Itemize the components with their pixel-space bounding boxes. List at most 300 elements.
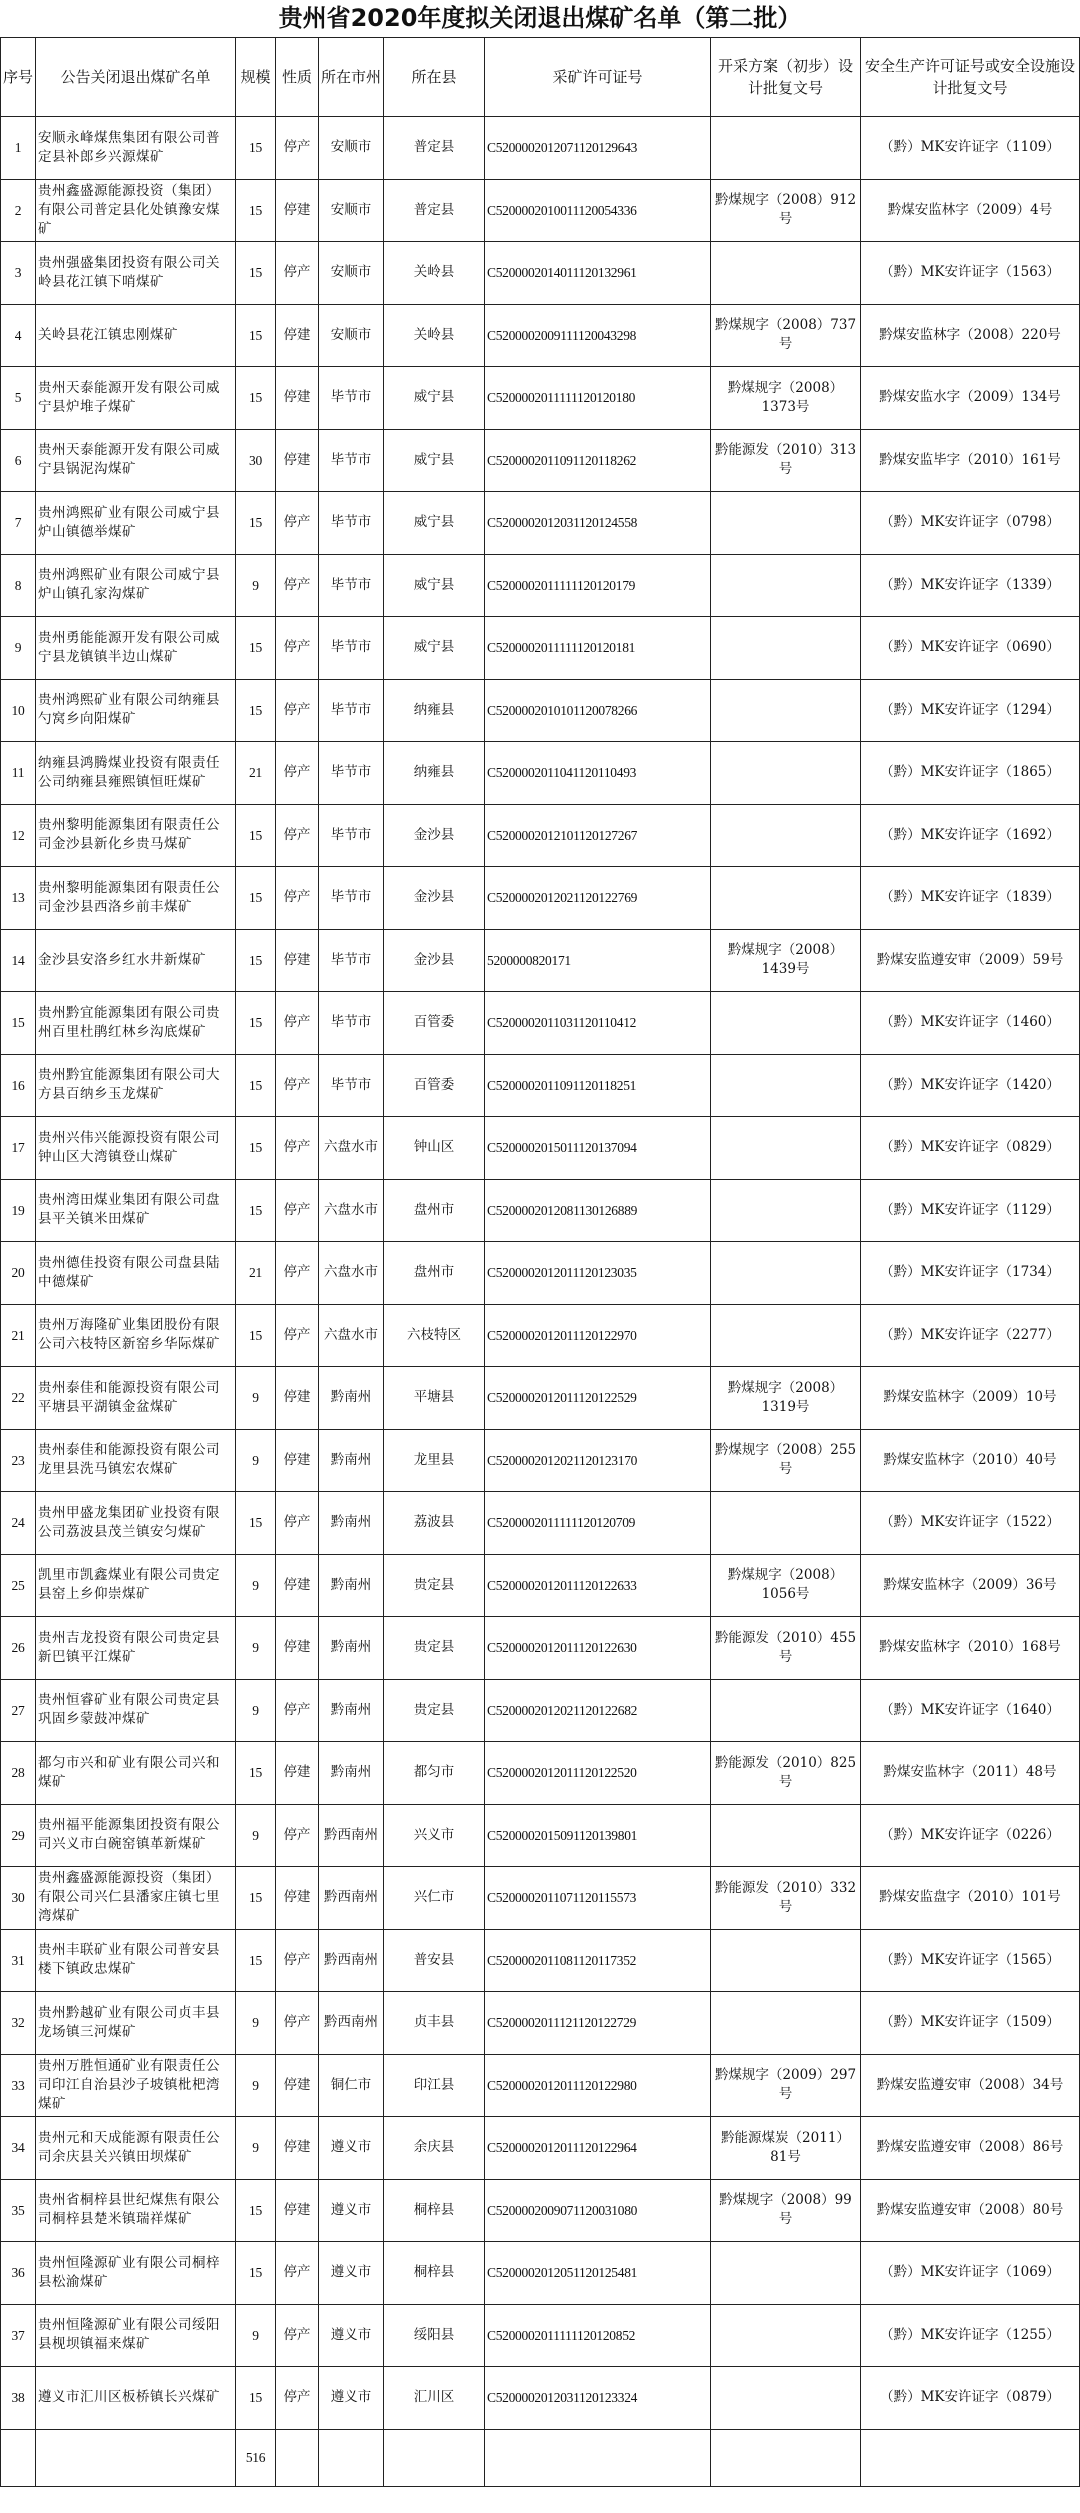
county: 盘州市	[384, 1179, 485, 1242]
status: 停建	[276, 1617, 319, 1680]
row-no: 21	[1, 1304, 36, 1367]
safety-permit-no: （黔）MK安许证字（1460）	[861, 992, 1080, 1055]
mining-license-no: C5200002011031120110412	[485, 992, 711, 1055]
status: 停产	[276, 992, 319, 1055]
city: 安顺市	[319, 304, 384, 367]
mine-name: 贵州恒隆源矿业有限公司绥阳县枧坝镇福来煤矿	[36, 2304, 236, 2367]
design-approval-no	[711, 679, 861, 742]
safety-permit-no: （黔）MK安许证字（0879）	[861, 2367, 1080, 2430]
scale: 9	[236, 1679, 276, 1742]
scale: 15	[236, 304, 276, 367]
scale: 9	[236, 1992, 276, 2055]
mining-license-no: C5200002012011120122520	[485, 1742, 711, 1805]
scale: 9	[236, 2054, 276, 2117]
table-body	[1, 117, 1080, 2487]
row-no: 2	[1, 179, 36, 242]
safety-permit-no: （黔）MK安许证字（1565）	[861, 1929, 1080, 1992]
table-row	[1, 679, 1080, 742]
safety-permit-no: （黔）MK安许证字（1129）	[861, 1179, 1080, 1242]
design-approval-no	[711, 804, 861, 867]
safety-permit-no: 黔煤安监林字（2009）10号	[861, 1367, 1080, 1430]
status: 停建	[276, 929, 319, 992]
mine-name: 贵州泰佳和能源投资有限公司平塘县平湖镇金盆煤矿	[36, 1367, 236, 1430]
mine-name: 贵州省桐梓县世纪煤焦有限公司桐梓县楚米镇瑞祥煤矿	[36, 2179, 236, 2242]
table-row	[1, 1054, 1080, 1117]
total-design	[711, 2429, 861, 2486]
safety-permit-no: 黔煤安监林字（2009）4号	[861, 179, 1080, 242]
design-approval-no: 黔煤规字（2008）1319号	[711, 1367, 861, 1430]
status: 停建	[276, 1429, 319, 1492]
scale: 15	[236, 1054, 276, 1117]
scale: 15	[236, 492, 276, 555]
county: 盘州市	[384, 1242, 485, 1305]
safety-permit-no: （黔）MK安许证字（1563）	[861, 242, 1080, 305]
table-row	[1, 1554, 1080, 1617]
mine-name: 贵州福平能源集团投资有限公司兴义市白碗窑镇革新煤矿	[36, 1804, 236, 1867]
status: 停产	[276, 1804, 319, 1867]
city: 安顺市	[319, 242, 384, 305]
status: 停建	[276, 1554, 319, 1617]
row-no: 8	[1, 554, 36, 617]
col-header-scale: 规模	[236, 38, 276, 117]
design-approval-no: 黔煤规字（2009）297号	[711, 2054, 861, 2117]
table-row	[1, 1679, 1080, 1742]
total-no	[1, 2429, 36, 2486]
table-row	[1, 742, 1080, 805]
county: 印江县	[384, 2054, 485, 2117]
county: 钟山区	[384, 1117, 485, 1180]
status: 停产	[276, 1679, 319, 1742]
status: 停建	[276, 2117, 319, 2180]
design-approval-no	[711, 742, 861, 805]
col-header-name: 公告关闭退出煤矿名单	[36, 38, 236, 117]
status: 停建	[276, 2054, 319, 2117]
row-no: 3	[1, 242, 36, 305]
scale: 15	[236, 179, 276, 242]
city: 毕节市	[319, 804, 384, 867]
safety-permit-no: （黔）MK安许证字（1692）	[861, 804, 1080, 867]
mining-license-no: C5200002015091120139801	[485, 1804, 711, 1867]
county: 龙里县	[384, 1429, 485, 1492]
table-row	[1, 1929, 1080, 1992]
status: 停产	[276, 867, 319, 930]
county: 桐梓县	[384, 2179, 485, 2242]
city: 毕节市	[319, 492, 384, 555]
table-row	[1, 2117, 1080, 2180]
mine-name: 金沙县安洛乡红水井新煤矿	[36, 929, 236, 992]
mining-license-no: C5200002011121120122729	[485, 1992, 711, 2055]
city: 六盘水市	[319, 1304, 384, 1367]
mining-license-no: C5200002012011120122964	[485, 2117, 711, 2180]
table-row	[1, 492, 1080, 555]
status: 停建	[276, 2179, 319, 2242]
county: 平塘县	[384, 1367, 485, 1430]
status: 停产	[276, 1492, 319, 1555]
status: 停产	[276, 1179, 319, 1242]
scale: 15	[236, 2367, 276, 2430]
county: 金沙县	[384, 867, 485, 930]
status: 停产	[276, 1117, 319, 1180]
table-row	[1, 617, 1080, 680]
scale: 15	[236, 242, 276, 305]
county: 汇川区	[384, 2367, 485, 2430]
design-approval-no	[711, 1492, 861, 1555]
city: 毕节市	[319, 929, 384, 992]
status: 停产	[276, 242, 319, 305]
county: 贵定县	[384, 1679, 485, 1742]
mine-name: 贵州恒隆源矿业有限公司桐梓县松渝煤矿	[36, 2242, 236, 2305]
table-row	[1, 1617, 1080, 1680]
col-header-design: 开采方案（初步）设计批复文号	[711, 38, 861, 117]
mine-name: 贵州黎明能源集团有限责任公司金沙县西洛乡前丰煤矿	[36, 867, 236, 930]
status: 停产	[276, 1992, 319, 2055]
design-approval-no: 黔煤规字（2008）1373号	[711, 367, 861, 430]
city: 毕节市	[319, 1054, 384, 1117]
design-approval-no	[711, 492, 861, 555]
mine-name: 贵州勇能能源开发有限公司威宁县龙镇镇半边山煤矿	[36, 617, 236, 680]
city: 黔南州	[319, 1679, 384, 1742]
status: 停产	[276, 679, 319, 742]
county: 贵定县	[384, 1554, 485, 1617]
safety-permit-no: 黔煤安监林字（2010）168号	[861, 1617, 1080, 1680]
mine-name: 贵州鸿熙矿业有限公司纳雍县勺窝乡向阳煤矿	[36, 679, 236, 742]
city: 遵义市	[319, 2179, 384, 2242]
row-no: 13	[1, 867, 36, 930]
mining-license-no: C5200002010101120078266	[485, 679, 711, 742]
scale: 9	[236, 554, 276, 617]
design-approval-no	[711, 2242, 861, 2305]
city: 黔西南州	[319, 1804, 384, 1867]
county: 兴义市	[384, 1804, 485, 1867]
county: 都匀市	[384, 1742, 485, 1805]
city: 毕节市	[319, 367, 384, 430]
table-row	[1, 179, 1080, 242]
city: 黔南州	[319, 1367, 384, 1430]
county: 普定县	[384, 117, 485, 180]
status: 停产	[276, 2304, 319, 2367]
table-row	[1, 2054, 1080, 2117]
table-row	[1, 304, 1080, 367]
table-row	[1, 2179, 1080, 2242]
safety-permit-no: 黔煤安监林字（2008）220号	[861, 304, 1080, 367]
safety-permit-no: （黔）MK安许证字（1865）	[861, 742, 1080, 805]
mine-name: 贵州泰佳和能源投资有限公司龙里县洗马镇宏农煤矿	[36, 1429, 236, 1492]
scale: 9	[236, 1554, 276, 1617]
city: 六盘水市	[319, 1117, 384, 1180]
design-approval-no: 黔能源煤炭（2011）81号	[711, 2117, 861, 2180]
scale: 15	[236, 867, 276, 930]
mine-name: 贵州黔宜能源集团有限公司大方县百纳乡玉龙煤矿	[36, 1054, 236, 1117]
mining-license-no: C5200002012071120129643	[485, 117, 711, 180]
design-approval-no	[711, 1179, 861, 1242]
city: 毕节市	[319, 429, 384, 492]
col-header-no: 序号	[1, 38, 36, 117]
city: 铜仁市	[319, 2054, 384, 2117]
row-no: 7	[1, 492, 36, 555]
safety-permit-no: （黔）MK安许证字（1640）	[861, 1679, 1080, 1742]
mine-name: 贵州天泰能源开发有限公司威宁县炉堆子煤矿	[36, 367, 236, 430]
city: 安顺市	[319, 117, 384, 180]
mine-name: 贵州黔越矿业有限公司贞丰县龙场镇三河煤矿	[36, 1992, 236, 2055]
table-row	[1, 929, 1080, 992]
mining-license-no: C5200002015011120137094	[485, 1117, 711, 1180]
col-header-status: 性质	[276, 38, 319, 117]
mining-license-no: C5200002012031120124558	[485, 492, 711, 555]
county: 百管委	[384, 1054, 485, 1117]
safety-permit-no: 黔煤安监林字（2011）48号	[861, 1742, 1080, 1805]
safety-permit-no: 黔煤安监林字（2010）40号	[861, 1429, 1080, 1492]
county: 贵定县	[384, 1617, 485, 1680]
status: 停产	[276, 742, 319, 805]
county: 关岭县	[384, 242, 485, 305]
design-approval-no: 黔煤规字（2008）1056号	[711, 1554, 861, 1617]
table-row	[1, 242, 1080, 305]
mine-name: 贵州鸿熙矿业有限公司威宁县炉山镇孔家沟煤矿	[36, 554, 236, 617]
row-no: 24	[1, 1492, 36, 1555]
table-row	[1, 1367, 1080, 1430]
city: 毕节市	[319, 679, 384, 742]
scale: 15	[236, 1304, 276, 1367]
county: 威宁县	[384, 617, 485, 680]
city: 黔南州	[319, 1617, 384, 1680]
table-row	[1, 1117, 1080, 1180]
county: 百管委	[384, 992, 485, 1055]
city: 黔南州	[319, 1492, 384, 1555]
mining-license-no: C5200002012021120122769	[485, 867, 711, 930]
status: 停建	[276, 1742, 319, 1805]
county: 绥阳县	[384, 2304, 485, 2367]
row-no: 10	[1, 679, 36, 742]
status: 停产	[276, 1929, 319, 1992]
table-row	[1, 1867, 1080, 1930]
design-approval-no	[711, 1679, 861, 1742]
row-no: 19	[1, 1179, 36, 1242]
status: 停产	[276, 117, 319, 180]
county: 贞丰县	[384, 1992, 485, 2055]
city: 黔南州	[319, 1554, 384, 1617]
scale: 15	[236, 2242, 276, 2305]
mine-name: 都匀市兴和矿业有限公司兴和煤矿	[36, 1742, 236, 1805]
city: 毕节市	[319, 554, 384, 617]
row-no: 15	[1, 992, 36, 1055]
design-approval-no: 黔煤规字（2008）1439号	[711, 929, 861, 992]
mine-name: 贵州吉龙投资有限公司贵定县新巴镇平江煤矿	[36, 1617, 236, 1680]
row-no: 38	[1, 2367, 36, 2430]
county: 兴仁市	[384, 1867, 485, 1930]
design-approval-no	[711, 1929, 861, 1992]
county: 威宁县	[384, 554, 485, 617]
mining-license-no: C5200002011081120117352	[485, 1929, 711, 1992]
scale: 15	[236, 1929, 276, 1992]
scale: 21	[236, 1242, 276, 1305]
mining-license-no: C5200002012021120123170	[485, 1429, 711, 1492]
city: 六盘水市	[319, 1179, 384, 1242]
row-no: 23	[1, 1429, 36, 1492]
row-no: 5	[1, 367, 36, 430]
city: 毕节市	[319, 742, 384, 805]
mine-name: 遵义市汇川区板桥镇长兴煤矿	[36, 2367, 236, 2430]
city: 遵义市	[319, 2304, 384, 2367]
design-approval-no: 黔煤规字（2008）737号	[711, 304, 861, 367]
table-row	[1, 867, 1080, 930]
row-no: 12	[1, 804, 36, 867]
mine-name: 贵州恒睿矿业有限公司贵定县巩固乡蒙鼓冲煤矿	[36, 1679, 236, 1742]
mining-license-no: C5200002011111120120179	[485, 554, 711, 617]
safety-permit-no: （黔）MK安许证字（0690）	[861, 617, 1080, 680]
table-row	[1, 2367, 1080, 2430]
status: 停产	[276, 2242, 319, 2305]
table-row	[1, 1304, 1080, 1367]
scale: 21	[236, 742, 276, 805]
status: 停建	[276, 179, 319, 242]
mining-license-no: C5200002011111120120180	[485, 367, 711, 430]
safety-permit-no: （黔）MK安许证字（1522）	[861, 1492, 1080, 1555]
mining-license-no: C5200002011111120120852	[485, 2304, 711, 2367]
mine-name: 贵州鑫盛源能源投资（集团）有限公司兴仁县潘家庄镇七里湾煤矿	[36, 1867, 236, 1930]
design-approval-no	[711, 1117, 861, 1180]
table-row	[1, 1742, 1080, 1805]
mining-license-no: C5200002009071120031080	[485, 2179, 711, 2242]
table-row	[1, 1492, 1080, 1555]
design-approval-no	[711, 2367, 861, 2430]
mine-name: 贵州湾田煤业集团有限公司盘县平关镇米田煤矿	[36, 1179, 236, 1242]
design-approval-no	[711, 1304, 861, 1367]
status: 停产	[276, 617, 319, 680]
row-no: 37	[1, 2304, 36, 2367]
design-approval-no	[711, 117, 861, 180]
scale: 9	[236, 1367, 276, 1430]
city: 毕节市	[319, 867, 384, 930]
safety-permit-no: （黔）MK安许证字（0226）	[861, 1804, 1080, 1867]
col-header-license: 采矿许可证号	[485, 38, 711, 117]
mine-name: 贵州天泰能源开发有限公司威宁县锅泥沟煤矿	[36, 429, 236, 492]
design-approval-no	[711, 554, 861, 617]
mine-name: 贵州丰联矿业有限公司普安县楼下镇政忠煤矿	[36, 1929, 236, 1992]
document-title: 贵州省2020年度拟关闭退出煤矿名单（第二批）	[278, 4, 802, 32]
status: 停建	[276, 1367, 319, 1430]
design-approval-no: 黔能源发（2010）455号	[711, 1617, 861, 1680]
safety-permit-no: （黔）MK安许证字（2277）	[861, 1304, 1080, 1367]
table-row	[1, 804, 1080, 867]
row-no: 36	[1, 2242, 36, 2305]
scale: 15	[236, 1492, 276, 1555]
design-approval-no: 黔煤规字（2008）255号	[711, 1429, 861, 1492]
city: 黔南州	[319, 1742, 384, 1805]
county: 威宁县	[384, 367, 485, 430]
status: 停建	[276, 1867, 319, 1930]
county: 桐梓县	[384, 2242, 485, 2305]
safety-permit-no: （黔）MK安许证字（0798）	[861, 492, 1080, 555]
row-no: 17	[1, 1117, 36, 1180]
mine-name: 贵州强盛集团投资有限公司关岭县花江镇下哨煤矿	[36, 242, 236, 305]
safety-permit-no: （黔）MK安许证字（1420）	[861, 1054, 1080, 1117]
county: 金沙县	[384, 929, 485, 992]
row-no: 28	[1, 1742, 36, 1805]
status: 停产	[276, 2367, 319, 2430]
table-row	[1, 992, 1080, 1055]
row-no: 14	[1, 929, 36, 992]
safety-permit-no: （黔）MK安许证字（0829）	[861, 1117, 1080, 1180]
county: 威宁县	[384, 429, 485, 492]
row-no: 16	[1, 1054, 36, 1117]
city: 毕节市	[319, 617, 384, 680]
design-approval-no	[711, 1054, 861, 1117]
mining-license-no: C5200002014011120132961	[485, 242, 711, 305]
design-approval-no	[711, 2304, 861, 2367]
safety-permit-no: 黔煤安监水字（2009）134号	[861, 367, 1080, 430]
col-header-county: 所在县	[384, 38, 485, 117]
county: 普安县	[384, 1929, 485, 1992]
design-approval-no	[711, 867, 861, 930]
mine-name: 贵州黔宜能源集团有限公司贵州百里杜鹃红林乡沟底煤矿	[36, 992, 236, 1055]
scale: 15	[236, 2179, 276, 2242]
mining-license-no: C5200002012081130126889	[485, 1179, 711, 1242]
mining-license-no: C5200002012011120122630	[485, 1617, 711, 1680]
safety-permit-no: （黔）MK安许证字（1839）	[861, 867, 1080, 930]
table-row	[1, 554, 1080, 617]
mining-license-no: C5200002011091120118251	[485, 1054, 711, 1117]
mining-license-no: C5200002010011120054336	[485, 179, 711, 242]
safety-permit-no: （黔）MK安许证字（1509）	[861, 1992, 1080, 2055]
safety-permit-no: 黔煤安监林字（2009）36号	[861, 1554, 1080, 1617]
row-no: 29	[1, 1804, 36, 1867]
status: 停产	[276, 1242, 319, 1305]
total-row	[1, 2429, 1080, 2486]
row-no: 34	[1, 2117, 36, 2180]
scale: 15	[236, 804, 276, 867]
mine-name: 安顺永峰煤焦集团有限公司普定县补郎乡兴源煤矿	[36, 117, 236, 180]
scale: 15	[236, 1117, 276, 1180]
table-row	[1, 367, 1080, 430]
mining-license-no: C5200002012011120122980	[485, 2054, 711, 2117]
county: 金沙县	[384, 804, 485, 867]
county: 纳雍县	[384, 742, 485, 805]
mine-name: 关岭县花江镇忠刚煤矿	[36, 304, 236, 367]
scale: 15	[236, 1867, 276, 1930]
mining-license-no: C5200002012021120122682	[485, 1679, 711, 1742]
design-approval-no	[711, 1804, 861, 1867]
mine-name: 纳雍县鸿腾煤业投资有限责任公司纳雍县雍熙镇恒旺煤矿	[36, 742, 236, 805]
scale: 15	[236, 929, 276, 992]
design-approval-no: 黔能源发（2010）825号	[711, 1742, 861, 1805]
city: 黔南州	[319, 1429, 384, 1492]
design-approval-no: 黔能源发（2010）313号	[711, 429, 861, 492]
safety-permit-no: （黔）MK安许证字（1069）	[861, 2242, 1080, 2305]
safety-permit-no: 黔煤安监遵安审（2009）59号	[861, 929, 1080, 992]
mining-license-no: C5200002012101120127267	[485, 804, 711, 867]
status: 停建	[276, 304, 319, 367]
city: 遵义市	[319, 2117, 384, 2180]
mining-license-no: C5200002012011120122970	[485, 1304, 711, 1367]
safety-permit-no: 黔煤安监遵安审（2008）86号	[861, 2117, 1080, 2180]
scale: 9	[236, 2304, 276, 2367]
mining-license-no: C5200002011111120120181	[485, 617, 711, 680]
status: 停产	[276, 1304, 319, 1367]
row-no: 25	[1, 1554, 36, 1617]
mining-license-no: C5200002011091120118262	[485, 429, 711, 492]
table-row	[1, 1179, 1080, 1242]
table-row	[1, 1429, 1080, 1492]
design-approval-no: 黔煤规字（2008）912号	[711, 179, 861, 242]
row-no: 26	[1, 1617, 36, 1680]
design-approval-no	[711, 992, 861, 1055]
safety-permit-no: 黔煤安监毕字（2010）161号	[861, 429, 1080, 492]
mining-license-no: C5200002012051120125481	[485, 2242, 711, 2305]
mine-name: 凯里市凯鑫煤业有限公司贵定县窑上乡仰崇煤矿	[36, 1554, 236, 1617]
design-approval-no: 黔能源发（2010）332号	[711, 1867, 861, 1930]
city: 遵义市	[319, 2242, 384, 2305]
design-approval-no	[711, 1242, 861, 1305]
